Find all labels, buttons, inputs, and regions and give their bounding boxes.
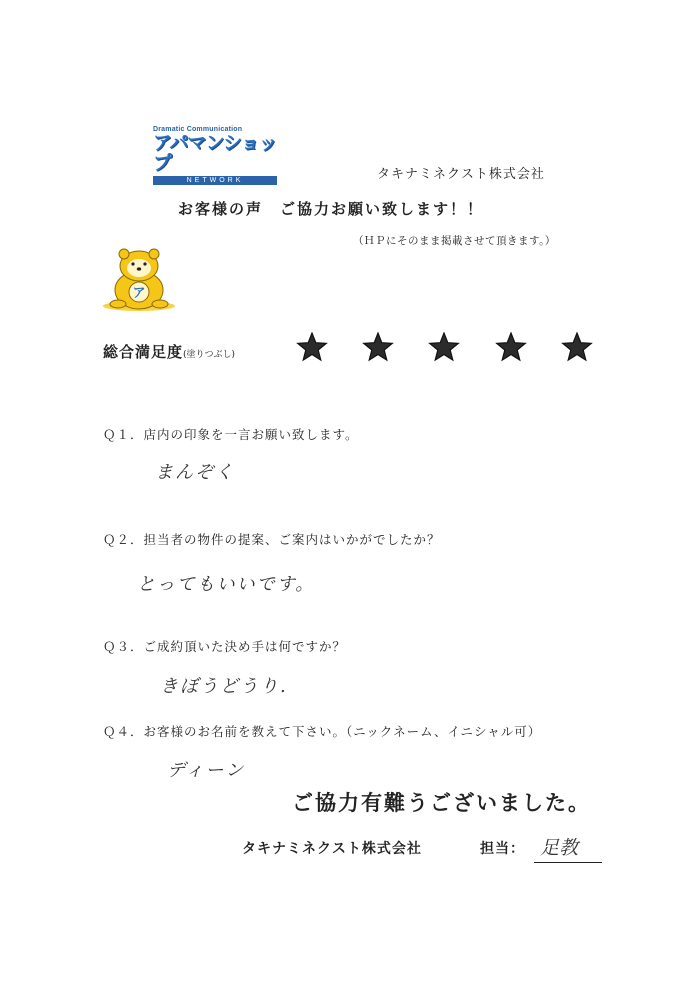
staff-name: 足教 [540, 837, 579, 859]
company-name-top: タキナミネクスト株式会社 [377, 167, 545, 182]
star-filled-icon [362, 332, 394, 364]
logo-tagline: Dramatic Communication [153, 126, 243, 133]
apamanshop-logo [153, 126, 283, 184]
thanks-message: ご協力有難うございました。 [292, 791, 591, 815]
staff-label: 担当： [480, 841, 525, 857]
star-filled-icon [296, 332, 328, 364]
company-name-bottom: タキナミネクスト株式会社 [242, 841, 422, 857]
question-1: Ｑ１．店内の印象を一言お願い致します。 [103, 427, 359, 442]
answer-4: ディーン [167, 760, 246, 781]
satisfaction-title: 総合満足度 [103, 343, 184, 361]
hp-publication-note: （ＨＰにそのまま掲載させて頂きます。） [353, 235, 556, 247]
mascot-icon [100, 248, 178, 312]
question-3: Ｑ３．ご成約頂いた決め手は何ですか？ [103, 639, 347, 654]
answer-3: きぼうどうり. [160, 676, 288, 697]
answer-1: まんぞく [155, 462, 235, 483]
question-4: Ｑ４．お客様のお名前を教えて下さい。（ニックネーム、イニシャル可） [103, 724, 542, 739]
satisfaction-label [103, 341, 235, 362]
logo-network-bar: NETWORK [153, 176, 277, 185]
satisfaction-note: (塗りつぶし) [183, 350, 236, 360]
page-title: お客様の声 ご協力お願い致します！！ [178, 200, 485, 218]
star-filled-icon [495, 332, 527, 364]
question-2: Ｑ２．担当者の物件の提案、ご案内はいかがでしたか？ [103, 532, 441, 547]
star-filled-icon [428, 332, 460, 364]
logo-name: アパマンショップ [153, 132, 277, 174]
staff-underline [534, 862, 602, 863]
svg-text:ア: ア [132, 286, 146, 301]
answer-2: とってもいいです。 [137, 574, 316, 595]
star-filled-icon [561, 332, 593, 364]
